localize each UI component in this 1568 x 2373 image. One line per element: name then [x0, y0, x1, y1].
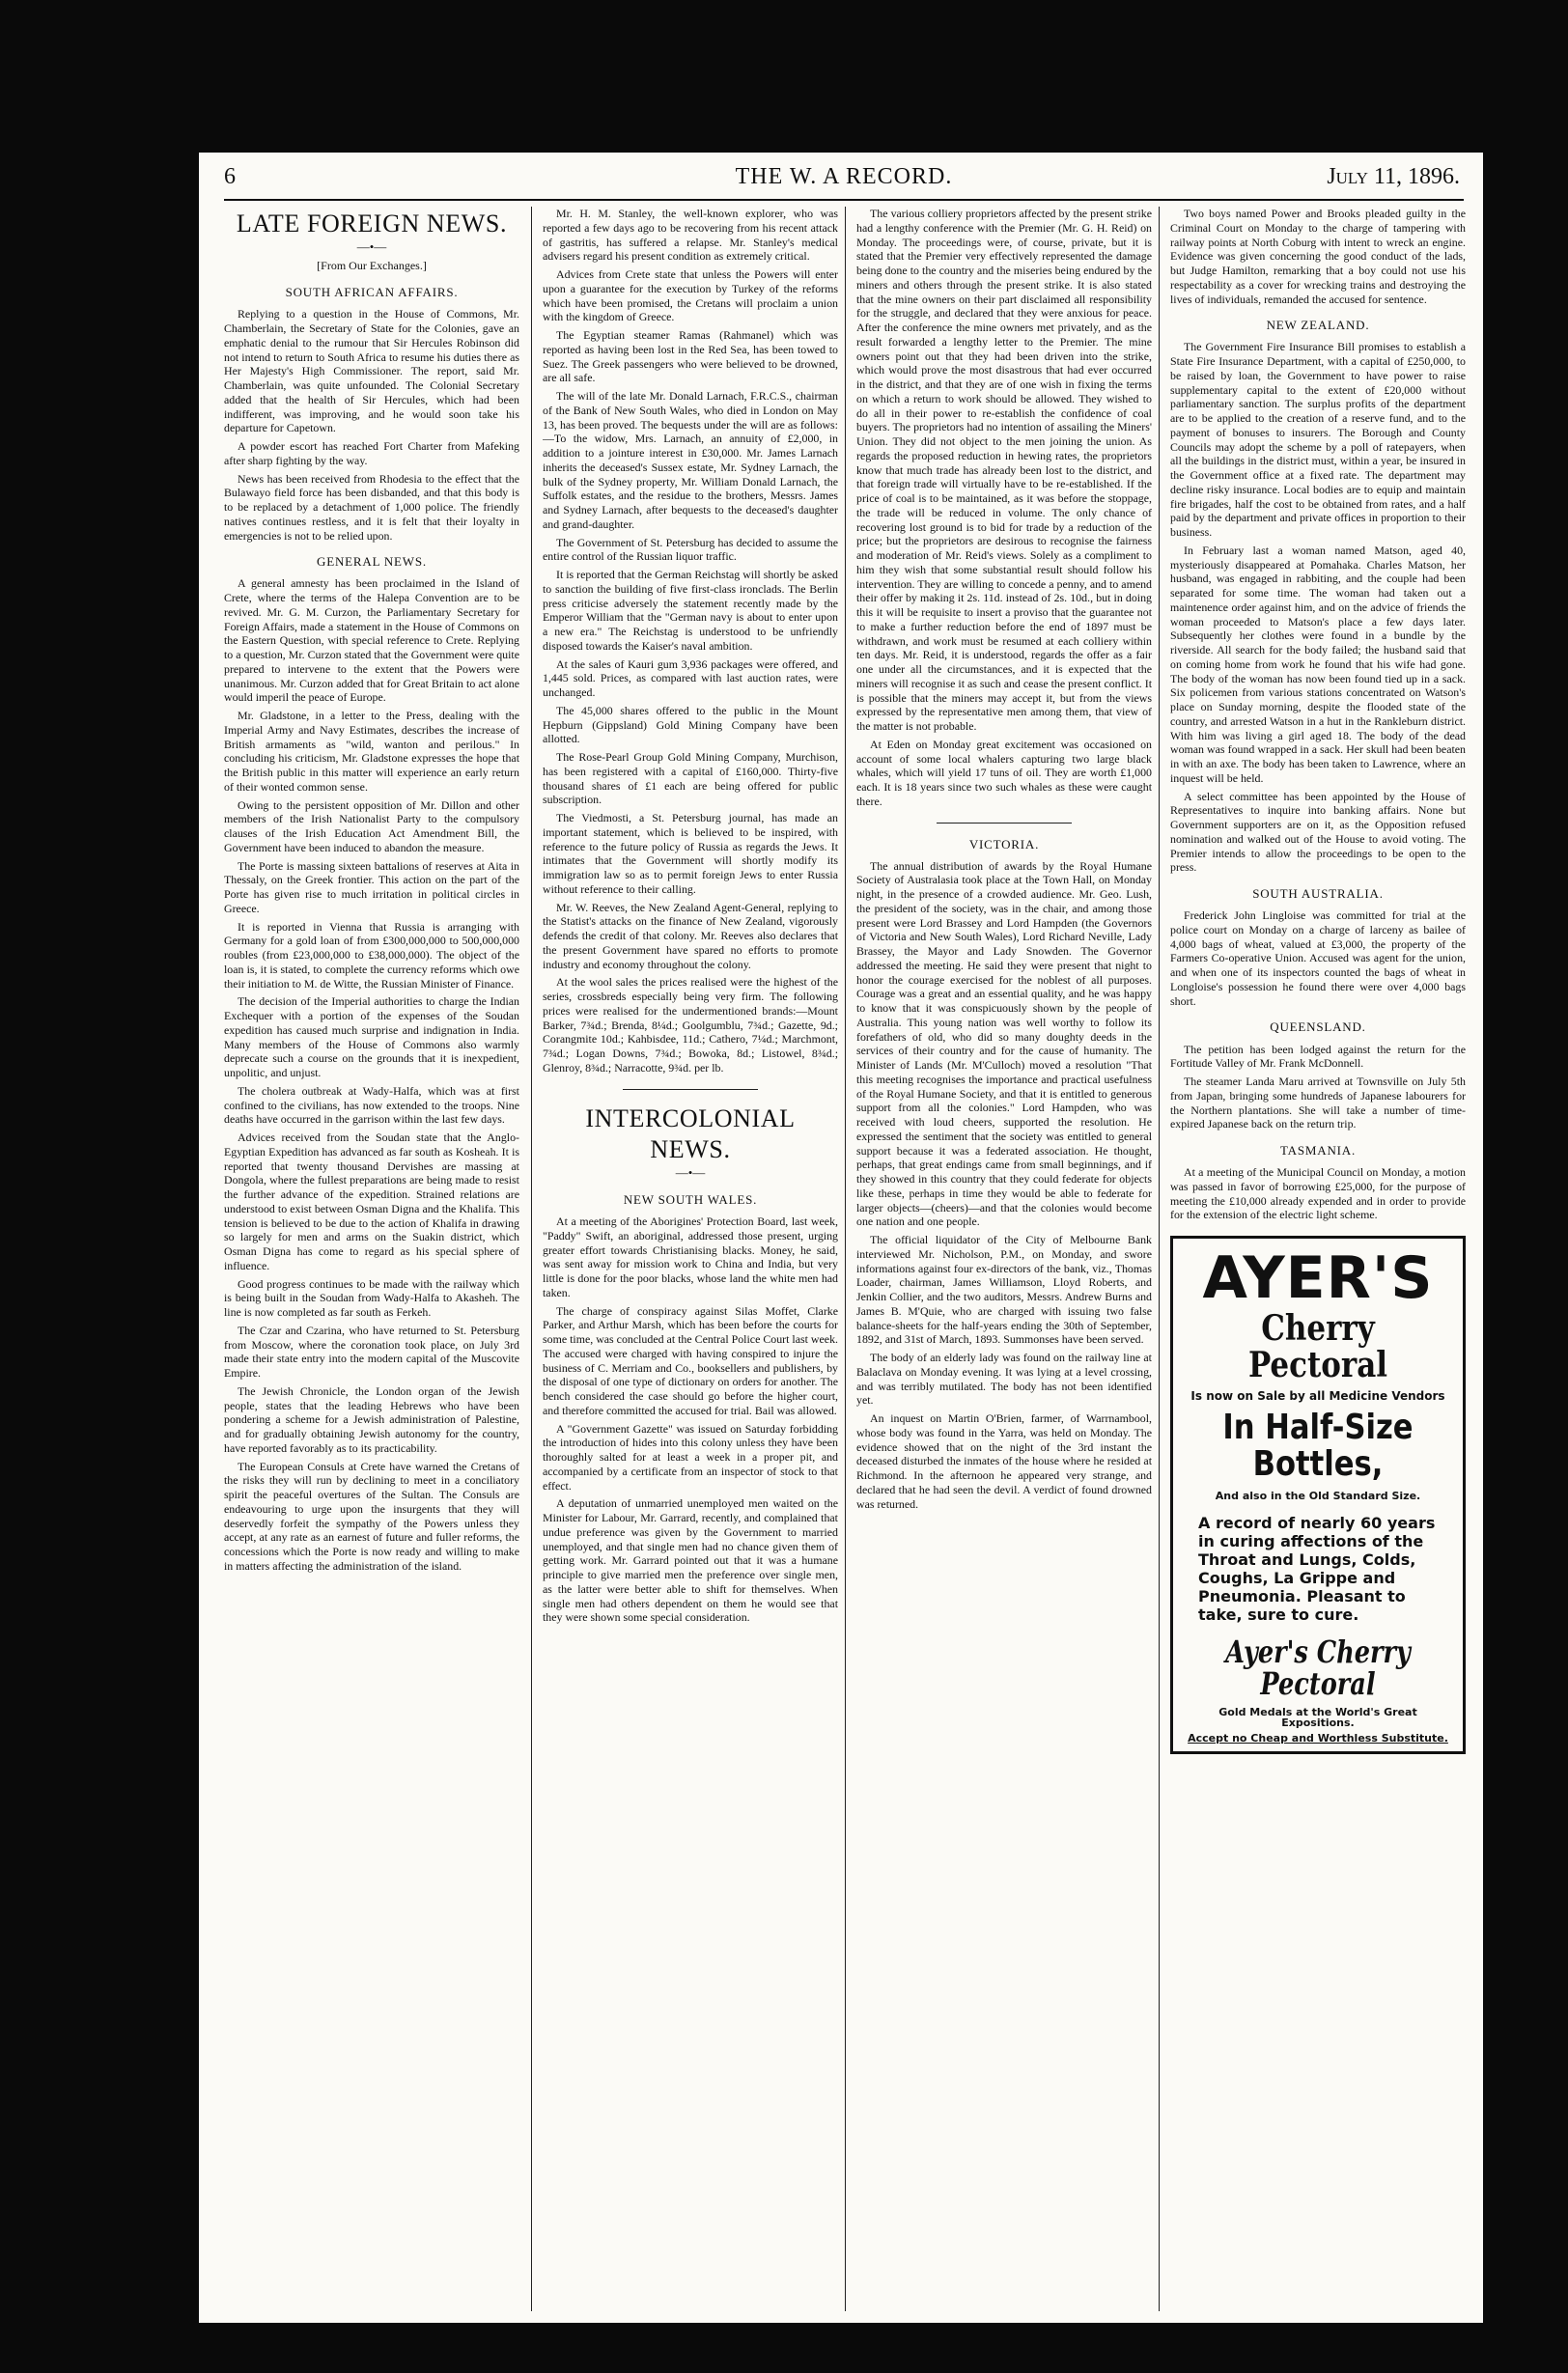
article-paragraph: The Egyptian steamer Ramas (Rahmanel) which was reported as having been lost in the Red Sea, has been towed to Suez. The Greek passengers who were believed to be drowned, are all safe.	[543, 328, 838, 385]
article-paragraph: The Czar and Czarina, who have returned to St. Petersburg from Moscow, where the coronation took place, on July 3rd made their state entry into the modern capital of the Muscovite Empire.	[224, 1323, 519, 1381]
tasmania-articles	[1170, 1165, 1466, 1222]
south-african-heading: SOUTH AFRICAN AFFAIRS.	[285, 285, 459, 300]
queensland-articles	[1170, 1043, 1466, 1132]
article-paragraph: At the sales of Kauri gum 3,936 packages were offered, and 1,445 sold. Prices, as compared with last auction rates, were unchanged.	[543, 656, 838, 699]
nsw-articles	[543, 1214, 838, 1625]
article-paragraph: The petition has been lodged against the return for the Fortitude Valley of Mr. Frank McDonnell.	[1170, 1042, 1466, 1071]
article-paragraph: It is reported that the German Reichstag will shortly be asked to sanction the building of five first-class ironclads. The Berlin press criticise adversely the statement recently made by the Emperor William that the "German navy is about to enter upon a new era." The Reichstag is understood to be unfriendly disposed towards the Kaiser's naval ambition.	[543, 568, 838, 653]
article-paragraph: A powder escort has reached Fort Charter from Mafeking after sharp fighting by the way.	[224, 439, 519, 467]
article-paragraph: The Government of St. Petersburg has decided to assume the entire control of the Russian liquor traffic.	[543, 535, 838, 564]
column-rule	[845, 207, 846, 2311]
column-rule	[1159, 207, 1160, 2311]
foreign-news-continued	[543, 207, 838, 1075]
article-paragraph: Mr. Gladstone, in a letter to the Press, dealing with the Imperial Army and Navy Estimates, describes the increase of British armaments as "wild, wanton and perilous." In concluding his criticism, Mr. Gladstone expresses the hope that the British public in this matter will experience an early return of their wonted common sense.	[224, 709, 519, 794]
article-paragraph: A general amnesty has been proclaimed in the Island of Crete, where the terms of the Halepa Convention are to be revived. Mr. G. M. Curzon, the Parliamentary Secretary for Foreign Affairs, made a statement in the House of Commons on the Eastern Question, with special reference to Crete. Replying to a question, Mr. Curzon stated that the Government were quite prepared to intervene to the extent that the Powers were unanimous. Mr. Curzon added that for Great Britain to act alone would imperil the peace of Europe.	[224, 576, 519, 705]
ad-medals: Gold Medals at the World's Great Expositions.	[1218, 1705, 1417, 1730]
ad-old-size: And also in the Old Standard Size.	[1215, 1489, 1421, 1502]
article-paragraph: The Porte is massing sixteen battalions of reserves at Aita in Thessaly, on the Greek frontier. This action on the part of the Porte has given rise to much irritation in political circles in Greece.	[224, 858, 519, 915]
victoria-articles	[856, 859, 1152, 1512]
south-australia-heading: SOUTH AUSTRALIA.	[1252, 886, 1384, 902]
article-paragraph: The charge of conspiracy against Silas Moffet, Clarke Parker, and Arthur Marsh, which has been before the courts for some time, was concluded at the Central Police Court last week. The accused were charged with having conspired to injure the business of C. Merriam and Co., booksellers and publishers, by the disposal of one type of dictionary on orders for another. The bench considered the case should go before the higher court, and therefore committed the accused for trial. Bail was allowed.	[543, 1303, 838, 1417]
newspaper-title: THE W. A RECORD.	[735, 164, 953, 189]
column-4	[1170, 207, 1466, 2311]
article-paragraph: In February last a woman named Matson, aged 40, mysteriously disappeared at Pomahaka. Charles Matson, her husband, was engaged in rabbiting, and the couple had been separated for some time. The woman had taken out a maintenence order against him, and on the advice of friends the woman proceeded to Matson's place a few days later. Subsequently her clothes were found in a bundle by the riverside. All search for the body failed; the husband said that on coming home from work he found that his wife had gone. The body of the woman has now been found tied up in a sack. Six policemen from various stations concentrated on Watson's place on Sunday morning, despite the flooded state of the country, and arrested Watson in a hut in the Rankleburn district. With him was living a girl aged 18. The body of the dead woman was found wrapped in a sack. Her skull had been beaten in with an axe. The body has been taken to Lawrence, where an inquest will be held.	[1170, 543, 1466, 785]
article-paragraph: Owing to the persistent opposition of Mr. Dillon and other members of the Irish Nationalist Party to the compulsory clauses of the Irish Education Act Amendment Bill, the Government have been induced to abandon the measure.	[224, 797, 519, 854]
intercolonial-heading: INTERCOLONIAL NEWS.	[585, 1103, 796, 1163]
article-paragraph: An inquest on Martin O'Brien, farmer, of Warrnambool, whose body was found in the Yarra, was held on Monday. The evidence showed that on the night of the 3rd instant the deceased disturbed the inmates of the house where he resided at Richmond. In the afternoon he appeared very strange, and declared that he had seen the devil. A verdict of found drowned was returned.	[856, 1411, 1152, 1511]
victoria-articles-continued	[1170, 207, 1466, 306]
ad-product: Cherry Pectoral	[1247, 1308, 1388, 1385]
article-paragraph: A deputation of unmarried unemployed men waited on the Minister for Labour, Mr. Garrard, recently, and complained that undue preference was given by the Government to married unemployed, and that single men had no chance given them of getting work. Mr. Garrard pointed out that it was a humane principle to give married men the preference over single men, as the latter were better able to shift for themselves. When single men had others dependent on them he would see that they were shown some special consideration.	[543, 1496, 838, 1625]
article-paragraph: At Eden on Monday great excitement was occasioned on account of some local whalers capturing two large black whales, which will yield 17 tuns of oil. They are worth £1,000 each. It is 18 years since two such whales as these were caught there.	[856, 737, 1152, 808]
columns	[224, 207, 1464, 2311]
article-paragraph: The cholera outbreak at Wady-Halfa, which was at first confined to the civilians, has now extended to the troops. Nine deaths have occurred in the garrison within the last few days.	[224, 1083, 519, 1127]
article-paragraph: Advices received from the Soudan state that the Anglo-Egyptian Expedition has advanced as far south as Kosheah. It is reported that twenty thousand Dervishes are massing at Dongola, where the fullest preparations are being made to resist the further advance of the expedition. Strained relations are understood to exist between Osman Digna and the Khalifa. This tension is believed to be due to the action of Khalifa in drawing so largely for men and arms on the Suakin district, which Osman Digna has come to regard as his special sphere of influence.	[224, 1131, 519, 1272]
article-paragraph: The various colliery proprietors affected by the present strike had a lengthy conference with the Premier (Mr. G. H. Reid) on Monday. The proceedings were, of course, private, but it is stated that the Premier very effectively represented the damage being done to the country and the miseries being endured by the miners and others through the present strike. It is also stated that the mine owners on their part disclaimed all responsibility for the struggle, and declared that they were anxious for peace. After the conference the mine owners met privately, and as the result forwarded a lengthy letter to the Premier. The mine owners point out that they had been driven into the strike, which would prove the most disastrous that had ever occurred in the district, and that they are of one wish in fixing the terms on which a return to work should be allowed. They wished to do all in their power to re-establish the confidence of coal buyers. The proprietors had no intention of assailing the Miners' Union. They did not object to the men joining the union. As regards the proposed reduction in hewing rates, the proprietors know that much trade has already been lost to the district, and that foreign trade will virtually have to be re-established. If the price of coal is to be maintained, as it was before the stoppage, the trade will be reduced in volume. The only chance of recovering lost ground is to bid for trade by a reduction of the price; but the proprietors are desirous to recognise the fairness and moderation of Mr. Reid's views. Solely as a compliment to him they wish that some substantial result should follow his intervention. They are willing to concede a penny, and to amend their offer by making it 2s. 11d. instead of 2s. 10d., but in doing this it will be requisite to insert a proviso that the guarantee not to make a further reduction before the end of 1897 must be withdrawn, and work must be resumed at each colliery within ten days. Mr. Reid, it is understood, regards the offer as a fair one under all the circumstances, and it is expected that the miners will recognise it as such and cease the present conflict. It is possible that the miners may accept it, but from the views expressed by the representative men among them, that view of the matter is not probable.	[856, 207, 1152, 733]
ornament: —•—	[356, 239, 387, 255]
article-paragraph: The will of the late Mr. Donald Larnach, F.R.C.S., chairman of the Bank of New South Wales, who died in London on May 13, has been proved. The bequests under the will are as follows:—To the widow, Mrs. Larnach, an annuity of £2,000, in addition to a jointure interest in £30,000. Mr. James Larnach inherits the deceased's Sussex estate, Mr. Sydney Larnach, the bulk of the Sydney property, Mr. William Donald Larnach, the Suffolk estates, and the residue to the brothers, Messrs. James and Sydney Larnach, after bequests to the deceased's daughter and grand-daughter.	[543, 389, 838, 531]
nsw-articles-continued	[856, 207, 1152, 809]
column-rule	[531, 207, 532, 2311]
foreign-news-heading: LATE FOREIGN NEWS.	[236, 209, 508, 237]
article-paragraph: Two boys named Power and Brooks pleaded guilty in the Criminal Court on Monday to the charge of tampering with railway points at North Coburg with intent to wreck an engine. Evidence was given concerning the good conduct of the lads, but Judge Hamilton, remarking that a boy could not use his respectability as a cover for wrecking trains and destroying the lives of individuals, remanded the accused for sentence.	[1170, 207, 1466, 306]
newspaper-page	[199, 153, 1483, 2323]
ad-brand: AYER'S	[1202, 1244, 1434, 1313]
column-2	[543, 207, 838, 2311]
article-paragraph: At a meeting of the Aborigines' Protection Board, last week, "Paddy" Swift, an aboriginal, addressed those present, urging greater effort towards Christianising blacks. Money, he said, was sent away for mission work to China and India, but very little is done for the poor blacks, whose land the white men had taken.	[543, 1214, 838, 1299]
new-zealand-articles	[1170, 340, 1466, 875]
article-paragraph: The decision of the Imperial authorities to charge the Indian Exchequer with a portion of the expenses of the Soudan expedition has caused much surprise and indignation in India. Many members of the House of Commons also warmly deprecate such a course on the grounds that it is inexpedient, unpolitic, and unjust.	[224, 994, 519, 1080]
article-paragraph: The European Consuls at Crete have warned the Cretans of the risks they will run by declining to meet in a conciliatory spirit the peaceful overtures of the Sultan. The Consuls are endeavouring to urge upon the insurgents that they will deservedly forfeit the sympathy of the Powers unless they accept, at any rate as an earnest of future and fuller reforms, the concessions which the Porte is now ready and willing to make in matters affecting the administration of the island.	[224, 1459, 519, 1573]
ad-accept: Accept no Cheap and Worthless Substitute.	[1188, 1731, 1448, 1745]
article-paragraph: The steamer Landa Maru arrived at Townsville on July 5th from Japan, bringing some hundreds of Japanese labourers for the Northern plantations. She will take a number of time-expired Japanese back on the return trip.	[1170, 1075, 1466, 1131]
masthead	[224, 158, 1464, 201]
ayers-advertisement	[1170, 1236, 1466, 1754]
article-paragraph: The body of an elderly lady was found on the railway line at Balaclava on Monday evening. It was lying at a level crossing, and was terribly mutilated. The body has not been identified yet.	[856, 1351, 1152, 1408]
article-paragraph: Advices from Crete state that unless the Powers will enter upon a guarantee for the execution by Turkey of the reforms which have been promised, the Cretans will proclaim a union with the kingdom of Greece.	[543, 267, 838, 324]
article-paragraph: The official liquidator of the City of Melbourne Bank interviewed Mr. Nicholson, P.M., on Monday, and swore informations against four ex-directors of the bank, viz., Thomas Loader, chairman, James Williamson, Lloyd Roberts, and Jenkin Collier, and the two auditors, Messrs. Andrew Burns and James B. M'Quie, who are charged with issuing two false balance-sheets for the half-years ending the 30th of September, 1892, and 31st of March, 1893. Summonses have been served.	[856, 1233, 1152, 1347]
general-news-heading: GENERAL NEWS.	[317, 554, 427, 570]
article-paragraph: A select committee has been appointed by the House of Representatives to inquire into banking affairs. None but Government supporters are on it, as the Opposition refused nomination and walked out of the House to avoid voting. The Premier intends to allow the proceedings to be open to the press.	[1170, 789, 1466, 875]
article-paragraph: Good progress continues to be made with the railway which is being built in the Soudan from Wady-Halfa to Akasheh. The line is now completed as far south as Ferkeh.	[224, 1276, 519, 1320]
article-paragraph: The Government Fire Insurance Bill promises to establish a State Fire Insurance Department, with a capital of £250,000, to be raised by loan, the Government to have power to raise supplementary capital to the extent of £20,000 without parliamentary sanction. The surplus profits of the department are to be applied to the creation of a reserve fund, and to the payment of bonuses to insurers. The Borough and County Councils may adopt the scheme by a poll of ratepayers, when all the buildings in the district must, within a year, be insured in the Government office at a fixed rate. The department may decline risky insurance. Local bodies are to equip and maintain fire brigades, half the cost to be obtained from rates, and a half paid by the department and private offices in proportion to their business.	[1170, 340, 1466, 540]
article-paragraph: News has been received from Rhodesia to the effect that the Bulawayo field force has been disbanded, and that this body is to be replaced by a detachment of 1,000 police. The friendly natives continues restless, and it is felt that their loyalty in emergencies is not to be relied upon.	[224, 471, 519, 543]
article-paragraph: The Rose-Pearl Group Gold Mining Company, Murchison, has been registered with a capital of £160,000. Thirty-five thousand shares of £1 each are being offered for public subscription.	[543, 750, 838, 807]
article-paragraph: At a meeting of the Municipal Council on Monday, a motion was passed in favor of borrowing £25,000, for the purpose of meeting the £10,000 already expended and in order to provide for the extension of the electric light scheme.	[1170, 1165, 1466, 1222]
article-paragraph: Frederick John Lingloise was committed for trial at the police court on Monday on a charge of larceny as bailee of 4,000 bags of wheat, valued at £3,000, the property of the Farmers Co-operative Union. Accused was agent for the union, and when one of its inspectors counted the bags of wheat in Longloise's possession he found there were over 4,000 bags short.	[1170, 908, 1466, 1008]
article-paragraph: Mr. H. M. Stanley, the well-known explorer, who was reported a few days ago to be recovering from his recent attack of gastritis, has suffered a relapse. Mr. Stanley's medical advisers regard his present condition as extremely critical.	[543, 207, 838, 264]
general-news-articles	[224, 576, 519, 1573]
article-paragraph: The Viedmosti, a St. Petersburg journal, has made an important statement, which is believed to be inspired, with reference to the future policy of Russia as regards the Jews. It intimates that the Government will shortly modify its immigration law so as to permit foreign Jews to enter Russia without reference to their calling.	[543, 811, 838, 896]
page-number: 6	[224, 164, 236, 189]
section-divider	[937, 823, 1073, 824]
article-paragraph: It is reported in Vienna that Russia is arranging with Germany for a gold loan of from £300,000,000 to 500,000,000 roubles (from £23,000,000 to £38,000,000). The object of the loan is, it is stated, to complete the currency reforms which owe their initiation to M. de Witte, the Russian Minister of Finance.	[224, 919, 519, 991]
queensland-heading: QUEENSLAND.	[1270, 1019, 1366, 1035]
column-1	[224, 207, 519, 2311]
section-divider	[623, 1089, 759, 1090]
article-paragraph: A "Government Gazette" was issued on Saturday forbidding the introduction of hides into this colony unless they have been thoroughly salted for at least a week in a proper pit, and accompanied by a certificate from an inspector of stock to that effect.	[543, 1421, 838, 1493]
ad-bottles: In Half-Size Bottles,	[1222, 1408, 1414, 1485]
issue-date: July 11, 1896.	[1327, 164, 1460, 189]
new-zealand-heading: NEW ZEALAND.	[1266, 318, 1370, 333]
column-3	[856, 207, 1152, 2311]
article-paragraph: Mr. W. Reeves, the New Zealand Agent-General, replying to the Statist's attacks on the finance of New Zealand, vigorously defends the credit of that colony. Mr. Reeves also declares that the present Government have spared no efforts to promote industry and economy throughout the colony.	[543, 900, 838, 971]
ad-sale-line: Is now on Sale by all Medicine Vendors	[1190, 1388, 1445, 1403]
article-paragraph: The Jewish Chronicle, the London organ of the Jewish people, states that the leading Hebrews who have been pondering a scheme for a Jewish administration of Palestine, and for gradually obtaining Jewish autonomy for the country, have reported favorably as to its practicability.	[224, 1383, 519, 1455]
ornament: —•—	[675, 1164, 706, 1180]
ad-logo: Ayer's Cherry Pectoral	[1225, 1633, 1411, 1703]
south-australia-articles	[1170, 908, 1466, 1008]
byline: [From Our Exchanges.]	[317, 259, 427, 273]
victoria-heading: VICTORIA.	[968, 836, 1040, 851]
article-paragraph: At the wool sales the prices realised were the highest of the series, crossbreds especially being very firm. The following prices were realised for the undermentioned brands:—Mount Barker, 7¾d.; Brenda, 8¼d.; Goolgumblu, 7¾d.; Gazette, 9d.; Corangmite 10d.; Kahbisdee, 11d.; Cathero, 7¼d.; Marchmont, 7¾d.; Logan Downs, 7¾d.; Bowoka, 8d.; Listowel, 8¾d.; Glenroy, 8¾d.; Narracotte, 9¾d. per lb.	[543, 975, 838, 1075]
article-paragraph: The 45,000 shares offered to the public in the Mount Hepburn (Gippsland) Gold Mining Company have been allotted.	[543, 703, 838, 746]
article-paragraph: Replying to a question in the House of Commons, Mr. Chamberlain, the Secretary of State for the Colonies, gave an emphatic denial to the rumour that Sir Hercules Robinson did not intend to return to South Africa to resume his duties there as Her Majesty's High Commissioner. The report, said Mr. Chamberlain, was quite unfounded. The Colonial Secretary added that the health of Sir Hercules, which had been indifferent, was improving, and he would soon take his departure for Capetown.	[224, 307, 519, 435]
south-african-articles	[224, 307, 519, 543]
tasmania-heading: TASMANIA.	[1279, 1143, 1357, 1159]
nsw-heading: NEW SOUTH WALES.	[623, 1192, 758, 1208]
ad-record: A record of nearly 60 years in curing affections of the Throat and Lungs, Colds, Coughs, La Grippe and Pneumonia. Pleasant to take, sure to cure.	[1198, 1513, 1436, 1625]
article-paragraph: The annual distribution of awards by the Royal Humane Society of Australasia took place at the Town Hall, on Monday night, in the presence of a crowded audience. Mr. Geo. Lush, the president of the society, was in the chair, and among those present were Lord Brassey and Lord Hampden (the Governors of Victoria and New South Wales), Lord Richard Neville, Lady Brassey, the Mayor and Lady Snowden. The Governor addressed the meeting. He said they were present that night to honor the courage exercised for the noblest of all purposes. Courage was a great and an essential quality, and he was happy to know that it was conspicuously shown by the people of Australia. This young nation was well worthy to follow its forefathers of old, who did so many doughty deeds in the services of their country and for the cause of humanity. The Minister of Lands (Mr. M'Culloch) moved a resolution "That this meeting recognises the importance and practical usefulness of the Royal Humane Society, and that it is entitled to generous support from all the colonies." Lord Hampden, who was received with loud cheers, supported the resolution. He expressed the sentiment that the society was entitled to general support because it was a federated association. He thought, perhaps, that great endings came from small beginnings, and if they showed in this country that they could federate for objects like these, perhaps in time they would be able to federate for larger objects—(cheers)—and that the colonies would become one nation and one people.	[856, 858, 1152, 1229]
